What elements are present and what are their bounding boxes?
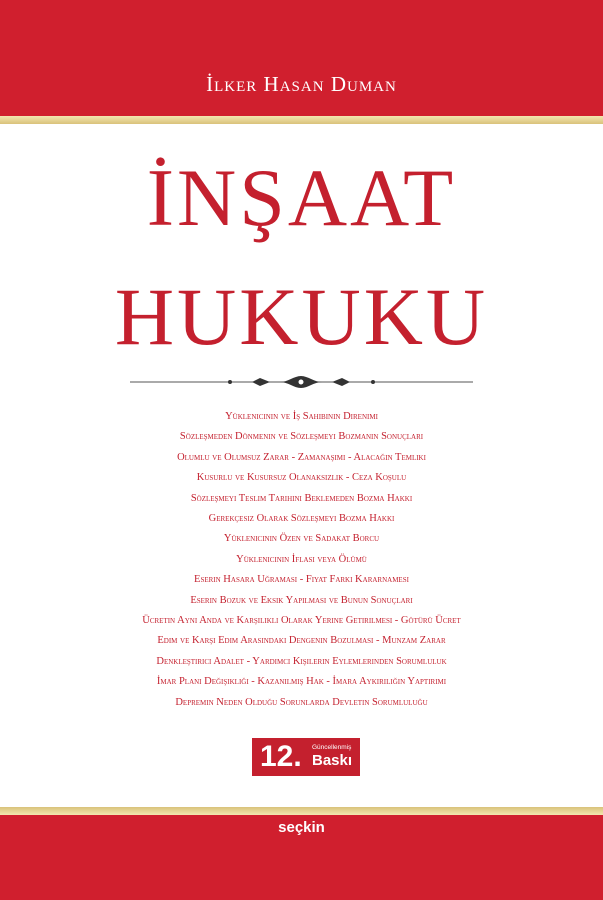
topic-item: Kusurlu ve Kusursuz Olanaksızlık - Ceza Koşulu xyxy=(196,472,407,484)
edition-label: Baskı xyxy=(312,752,353,769)
topic-item: Yüklenicinin Özen ve Sadakat Borcu xyxy=(223,533,380,545)
topic-item: Gerekçesiz Olarak Sözleşmeyi Bozma Hakkı xyxy=(208,513,395,525)
edition-updated-label: Güncellenmiş xyxy=(312,744,352,751)
ornament-divider-icon xyxy=(130,372,473,392)
bottom-gold-stripe xyxy=(0,807,603,815)
top-red-band xyxy=(0,0,603,116)
top-gold-stripe xyxy=(0,116,603,124)
topic-item: İmar Planı Değişikliği - Kazanılmış Hak - İmara Aykırılığın Yaptırımı xyxy=(156,676,447,688)
topic-item: Depremin Neden Olduğu Sorunlarda Devletin Sorumluluğu xyxy=(175,696,428,708)
topic-item: Olumlu ve Olumsuz Zarar - Zamanaşımı - Alacağın Temliki xyxy=(177,451,426,463)
author-name: İlker Hasan Duman xyxy=(206,72,397,96)
publisher-logo: seçkin xyxy=(278,819,325,836)
topics-list xyxy=(40,407,563,713)
topic-item: Eserin Bozuk ve Eksik Yapılması ve Bunun Sonuçları xyxy=(190,594,413,606)
edition-number: 12. xyxy=(260,740,302,773)
topic-item: Ücretin Aynı Anda ve Karşılıklı Olarak Yerine Getirilmesi - Götürü Ücret xyxy=(142,615,461,627)
topic-item: Eserin Hasara Uğraması - Fiyat Farkı Kararnamesi xyxy=(194,574,409,586)
topic-item: Sözleşmeyi Teslim Tarihini Beklemeden Bozma Hakkı xyxy=(190,492,413,504)
edition-badge xyxy=(252,738,360,776)
topic-item: Sözleşmeden Dönmenin ve Sözleşmeyi Bozmanın Sonuçları xyxy=(179,431,424,443)
title-line-2: HUKUKU xyxy=(114,271,489,362)
topic-item: Edim ve Karşı Edim Arasındaki Dengenin Bozulması - Munzam Zarar xyxy=(157,635,446,647)
topic-item: Yüklenicinin İflası veya Ölümü xyxy=(236,553,367,565)
topic-item: Denkleştirici Adalet - Yardımcı Kişilerin Eylemlerinden Sorumluluk xyxy=(156,655,447,667)
topic-item: Yüklenicinin ve İş Sahibinin Direnimi xyxy=(225,411,378,422)
title-line-1: İNŞAAT xyxy=(146,152,457,243)
